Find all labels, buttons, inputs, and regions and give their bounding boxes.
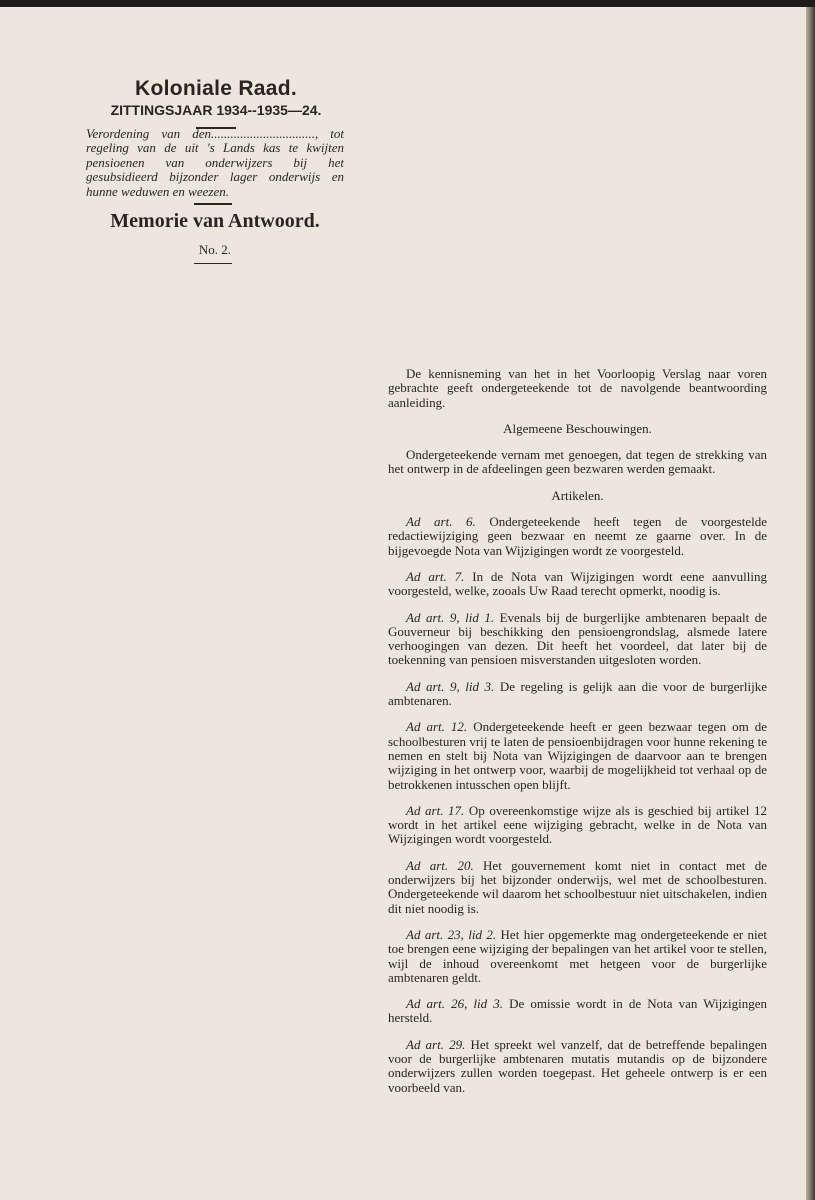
article-paragraph (388, 928, 767, 985)
document-number: No. 2. (198, 242, 232, 257)
article-reference: Ad art. 12. (406, 719, 468, 735)
page-binding (0, 0, 815, 7)
article-reference: Ad art. 17. (406, 802, 465, 818)
header (86, 77, 346, 129)
article-text: Ondergeteekende heeft tegen de voorgestelde redactiewijziging geen bezwaar en neemt ze gaarne over. In de bijgevoegde Nota van Wijzigingen wordt ze voorgesteld. (388, 514, 768, 558)
article-paragraph (388, 804, 767, 847)
article-text: Het gouvernement komt niet in contact met de onderwijzers bij het bijzonder onderwijs, wel met de schoolbesturen. Ondergeteekende wil daarom het schoolbestuur niet uitschakelen, indien dit niet noodig is. (388, 857, 767, 916)
session-line: ZITTINGSJAAR 1934--1935—24. (110, 102, 322, 118)
general-paragraph: Ondergeteekende vernam met genoegen, dat tegen de strekking van het ontwerp in de afdeelingen geen bezwaren werden gemaakt. (388, 447, 767, 477)
divider (194, 203, 232, 205)
document-page (0, 7, 807, 1200)
memorie-body (388, 367, 767, 1107)
article-paragraph (388, 570, 767, 599)
article-reference: Ad art. 23, lid 2. (406, 926, 497, 942)
article-reference: Ad art. 6. (406, 514, 476, 530)
article-reference: Ad art. 29. (406, 1036, 466, 1052)
article-reference: Ad art. 20. (406, 857, 474, 873)
ordinance-description: Verordening van den................................, tot regeling van de uit 's Lands kas te kwijten pensioenen van onderwijzers bij het gesubsidieerd bijzonder lager onderwijs en hunne weduwen en weezen. (86, 126, 344, 199)
article-paragraph (388, 1038, 767, 1095)
article-paragraph (388, 680, 767, 709)
article-text: Ondergeteekende heeft er geen bezwaar tegen om de schoolbesturen vrij te laten de pensioenbijdragen voor hunne rekening te nemen en stelt bij Nota van Wijzigingen de daarvoor aan te brengen wijziging in het ontwerp voor, waarbij de mogelijkheid tot verhaal op de betrokkenen intusschen open blijft. (388, 719, 767, 792)
divider (194, 263, 232, 264)
article-reference: Ad art. 9, lid 3. (406, 678, 495, 694)
article-text: De regeling is gelijk aan die voor de burgerlijke ambtenaren. (388, 678, 767, 709)
article-reference: Ad art. 26, lid 3. (406, 996, 504, 1012)
article-reference: Ad art. 9, lid 1. (406, 609, 495, 625)
memorie-heading: Memorie van Antwoord. (110, 210, 320, 232)
page-edge (806, 7, 815, 1200)
article-paragraph (388, 859, 767, 916)
articles-list (388, 515, 767, 1095)
article-text: Het hier opgemerkte mag ondergeteekende er niet toe brengen eene wijziging der bepalingen van het artikel voor te stellen, wijl de inhoud overeenkomt met hetgeen voor de burgerlijke ambtenaren geldt. (388, 926, 767, 985)
document-title: Koloniale Raad. (134, 77, 298, 100)
article-text: De omissie wordt in de Nota van Wijzigingen hersteld. (388, 996, 767, 1026)
article-reference: Ad art. 7. (406, 568, 465, 584)
article-text: Het spreekt wel vanzelf, dat de betreffende bepalingen voor de burgerlijke ambtenaren mutatis mutandis op de bijzondere onderwijzers zullen worden toegepast. Het geheele ontwerp is er een voorbeeld van. (388, 1036, 767, 1095)
article-text: Op overeenkomstige wijze als is geschied bij artikel 12 wordt in het artikel eene wijziging gebracht, welke in de Nota van Wijzigingen wordt voorgesteld. (388, 802, 767, 847)
article-paragraph (388, 997, 767, 1026)
intro-paragraph: De kennisneming van het in het Voorloopig Verslag naar voren gebrachte geeft ondergeteekende tot de navolgende beantwoording aanleiding. (388, 366, 767, 410)
article-paragraph (388, 611, 767, 668)
article-paragraph (388, 720, 767, 791)
section-heading-general: Algemeene Beschouwingen. (503, 420, 652, 436)
section-heading-articles: Artikelen. (551, 487, 604, 503)
article-text: In de Nota van Wijzigingen wordt eene aanvulling voorgesteld, welke, zooals Uw Raad terecht opmerkt, noodig is. (388, 568, 767, 599)
article-paragraph (388, 515, 767, 558)
article-text: Evenals bij de burgerlijke ambtenaren bepaalt de Gouverneur bij beschikking den pensioengrondslag, alsmede latere verhoogingen van dezen. Dit heeft het voordeel, dat later bij de toekenning van pensioen misverstanden uitgesloten worden. (388, 609, 767, 668)
